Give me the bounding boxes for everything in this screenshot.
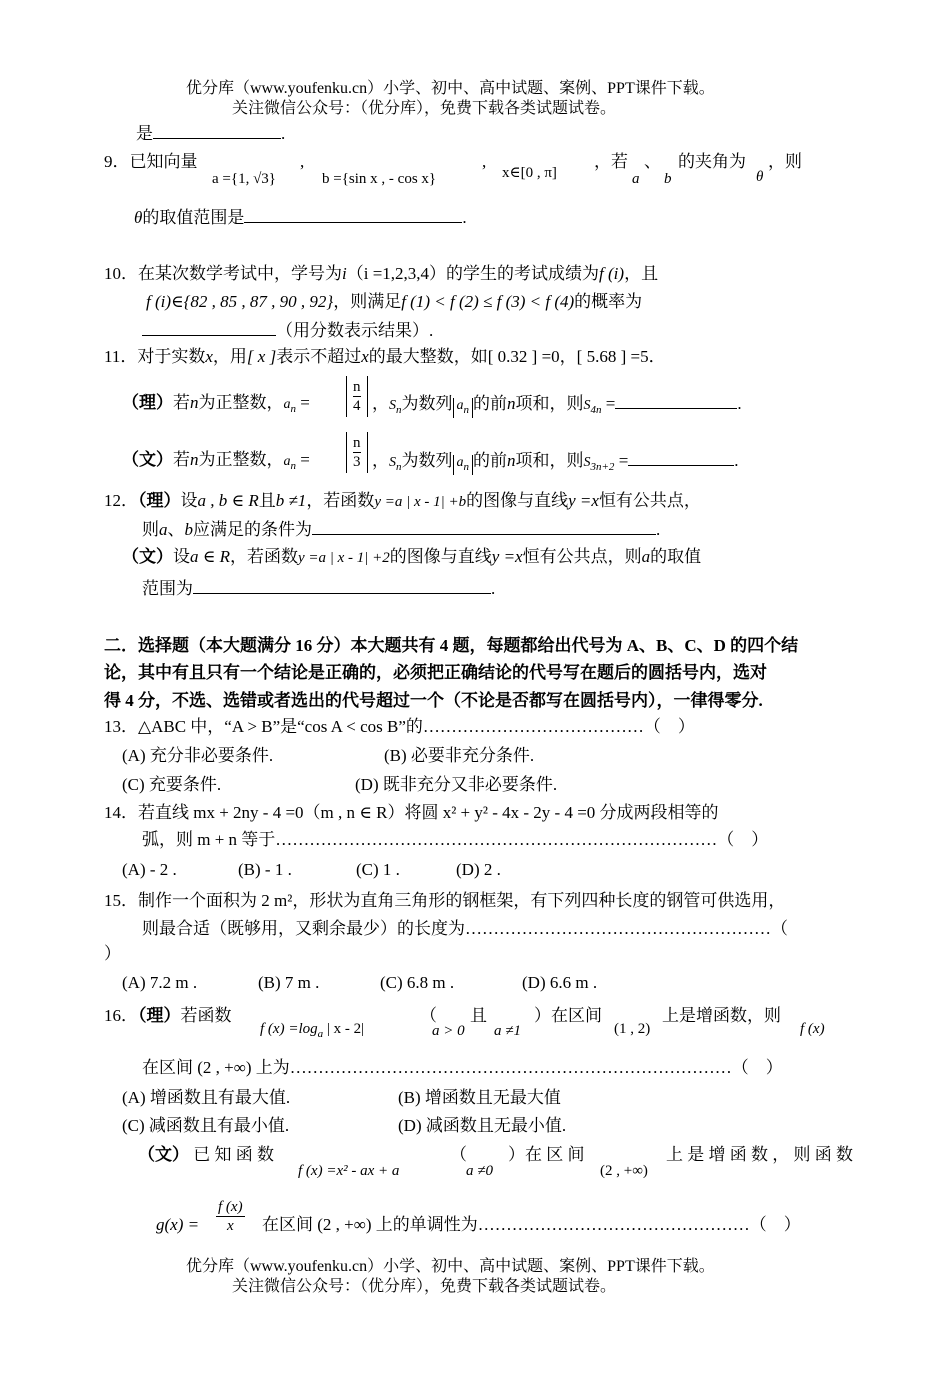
q11-wen: （文）若n为正整数，$a_n$ =	[122, 450, 310, 472]
q16-option-c[interactable]: (C) 减函数且有最小值.	[122, 1116, 290, 1135]
q9-line-2: θ的取值范围是 .	[134, 208, 467, 227]
q12-line-2: 则a、b应满足的条件为 .	[142, 520, 661, 539]
q9-vector-b: b ={sin x , - cos x}	[322, 171, 437, 187]
q12-line-3: （文）设a ∈ R，若函数y =a | x - 1| +2的图像与直线y =x恒有公共点，则a的取值	[122, 547, 702, 566]
footer-line-1: 优分库（www.youfenku.cn）小学、初中、高中试题、案例、PPT课件下载。	[186, 1258, 715, 1275]
q16-option-b[interactable]: (B) 增函数且无最大值	[398, 1088, 561, 1107]
q13-option-d[interactable]: (D) 既非充分又非必要条件.	[355, 775, 558, 794]
section2-line-1: 二．选择题（本大题满分 16 分）本大题共有 4 题，每题都给出代号为 A、B、C、D 的四个结	[104, 636, 799, 655]
q9-text-3: 、	[644, 152, 661, 171]
q8-tail: 是 .	[136, 124, 286, 143]
q16-wen-line-2: 在区间 (2 , +∞) 上的单调性为…………………………………………（ ）	[262, 1215, 801, 1234]
q15-line-2: 则最合适（既够用，又剩余最少）的长度为………………………………………………（	[142, 919, 788, 938]
q11-li: （理）若n为正整数，$a_n$ =	[122, 393, 310, 415]
q16-wen-line-1: （文） 已 知 函 数	[138, 1145, 274, 1164]
q15-option-b[interactable]: (B) 7 m .	[258, 973, 320, 992]
q10-line-1: 10．在某次数学考试中，学号为i（i =1,2,3,4）的学生的考试成绩为f (i)，且	[104, 264, 659, 283]
answer-blank[interactable]	[244, 206, 462, 223]
q9-line-1: 9．已知向量	[104, 152, 198, 171]
q10-line-2: f (i)∈{82 , 85 , 87 , 90 , 92}，则满足f (1) < f (2) ≤ f (3) < f (4)的概率为	[146, 292, 643, 311]
q9-text-2: ，若	[594, 152, 628, 171]
q12-line-4: 范围为 .	[142, 579, 496, 598]
q15-line-1: 15．制作一个面积为 2 m²，形状为直角三角形的钢框架，有下列四种长度的钢管可供选用，	[104, 891, 786, 910]
q16-option-a[interactable]: (A) 增函数且有最大值.	[122, 1088, 291, 1107]
q15-option-a[interactable]: (A) 7.2 m .	[122, 973, 198, 992]
q16-wen-g: g(x) =	[156, 1215, 200, 1234]
answer-blank[interactable]	[153, 122, 281, 139]
q14-option-b[interactable]: (B) - 1 .	[238, 860, 292, 879]
q11-line-1: 11．对于实数x，用[ x ]表示不超过x的最大整数，如[ 0.32 ] =0，[ 5.68 ] =5．	[104, 347, 666, 366]
section2-line-3: 得 4 分，不选、选错或者选出的代号超过一个（不论是否都写在圆括号内），一律得零分.	[104, 691, 763, 710]
q11-wen-rest: ，$S_n$为数列 $a_n$ 的前n项和，则$S_{3n+2}$ = .	[372, 451, 739, 473]
q14-line-1: 14．若直线 mx + 2ny - 4 =0（m , n ∈ R）将圆 x² + y² - 4x - 2y - 4 =0 分成两段相等的	[104, 803, 719, 822]
footer-line-2: 关注微信公众号：（优分库），免费下载各类试题试卷。	[232, 1278, 617, 1295]
header-line-1: 优分库（www.youfenku.cn）小学、初中、高中试题、案例、PPT课件下载。	[186, 80, 715, 97]
header-line-2: 关注微信公众号：（优分库），免费下载各类试题试卷。	[232, 100, 617, 117]
q16-line-2: 在区间 (2 , +∞) 上为……………………………………………………………………（ ）	[142, 1058, 783, 1077]
q15-option-c[interactable]: (C) 6.8 m .	[380, 973, 455, 992]
q14-line-2: 弧，则 m + n 等于……………………………………………………………………（ ）	[142, 830, 769, 849]
q11-li-bracket: $\frac{n}{4}$	[346, 376, 368, 417]
section2-line-2: 论，其中有且只有一个结论是正确的，必须把正确结论的代号写在题后的圆括号内，选对	[104, 663, 767, 682]
q13-option-b[interactable]: (B) 必要非充分条件.	[384, 746, 535, 765]
q9-text-4: 的夹角为	[678, 152, 746, 171]
q14-option-c[interactable]: (C) 1 .	[356, 860, 400, 879]
answer-blank[interactable]	[312, 518, 656, 535]
q9-text-5: ，则	[768, 152, 802, 171]
answer-blank[interactable]	[193, 577, 491, 594]
q16-function: f $(x) =\log_a$ | x - 2|	[260, 1021, 365, 1040]
answer-blank[interactable]	[628, 449, 734, 466]
q11-wen-bracket: $\frac{n}{3}$	[346, 432, 368, 473]
q15-option-d[interactable]: (D) 6.6 m .	[522, 973, 598, 992]
q13-stem: 13．△ABC 中，“A > B”是“cos A < cos B”的…………………………………（ ）	[104, 717, 695, 736]
q16-wen-fraction: $\frac{f (x)}{x}$	[218, 1199, 243, 1234]
q13-option-a[interactable]: (A) 充分非必要条件.	[122, 746, 274, 765]
q9-x-range: x∈[0 , π]	[502, 165, 557, 181]
q11-li-rest: ，$S_n$为数列 $a_n$ 的前n项和，则$S_{4n}$ = .	[372, 394, 742, 416]
q9-vector-a: a ={1, √3}	[212, 171, 276, 187]
answer-blank[interactable]	[615, 392, 737, 409]
q14-option-d[interactable]: (D) 2 .	[456, 860, 501, 879]
q16-line-1: 16．（理）若函数	[104, 1006, 232, 1025]
q16-option-d[interactable]: (D) 减函数且无最小值.	[398, 1116, 567, 1135]
q12-line-1: 12．（理）设a , b ∈ R且b ≠1，若函数y =a | x - 1| +b的图像与直线y =x恒有公共点，	[104, 491, 701, 510]
q13-option-c[interactable]: (C) 充要条件.	[122, 775, 222, 794]
q14-option-a[interactable]: (A) - 2 .	[122, 860, 177, 879]
answer-blank[interactable]	[142, 319, 276, 336]
q15-line-3: ）	[104, 944, 121, 963]
q10-line-3: （用分数表示结果）.	[142, 319, 433, 342]
